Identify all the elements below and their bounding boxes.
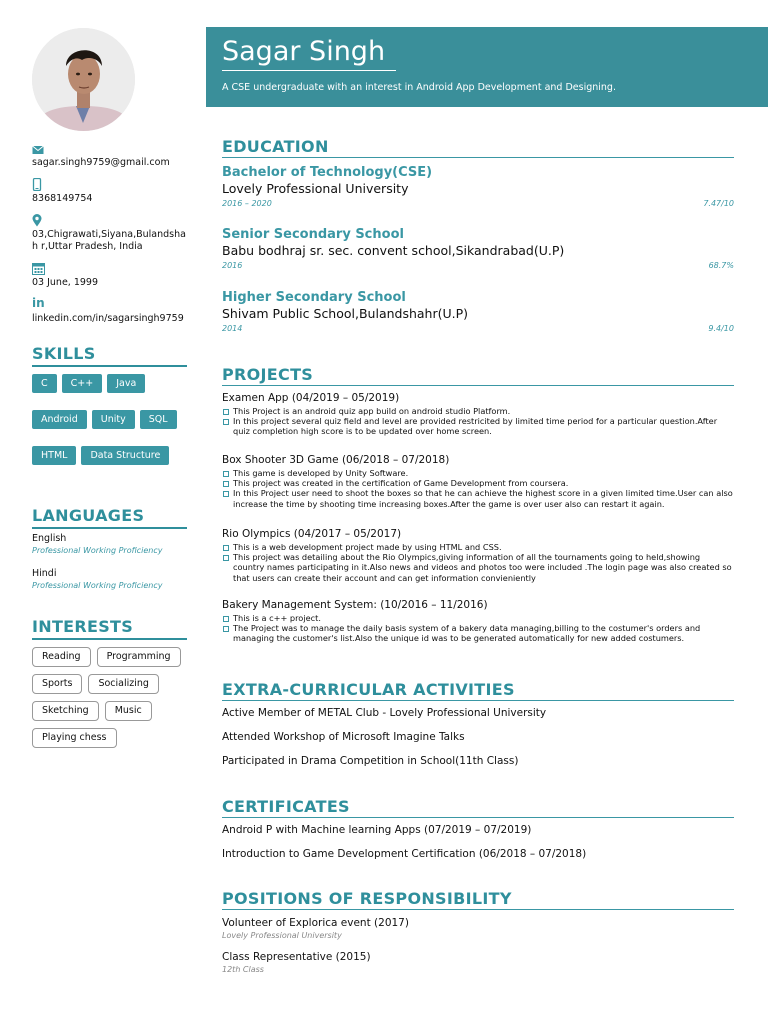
skill-tag: C — [32, 374, 57, 393]
project-item — [222, 454, 734, 509]
extracurricular-item: Attended Workshop of Microsoft Imagine Talks — [222, 731, 465, 743]
location-pin-icon — [32, 212, 188, 226]
name-underline — [222, 70, 396, 71]
interests-row — [32, 701, 197, 728]
skills-row — [32, 410, 192, 446]
projects-heading: PROJECTS — [222, 365, 734, 386]
candidate-name: Sagar Singh — [222, 36, 386, 67]
project-bullet: This is a web development project made by using HTML and CSS. — [222, 542, 734, 552]
phone-icon — [32, 176, 188, 190]
education-school: Shivam Public School,Bulandshahr(U.P) — [222, 306, 469, 321]
skill-tag: Data Structure — [81, 446, 169, 465]
skill-tag: Java — [107, 374, 145, 393]
linkedin-icon: in — [32, 296, 45, 310]
education-item — [222, 227, 734, 273]
education-years: 2014 — [222, 324, 243, 333]
certificate-item: Android P with Machine learning Apps (07/2019 – 07/2019) — [222, 824, 532, 836]
positions-heading: POSITIONS OF RESPONSIBILITY — [222, 889, 734, 910]
project-bullet: In this Project user need to shoot the boxes so that he can achieve the highest score in a given limited time.User can also increase the time by shooting time increasing boxes.After the game is over user also can restart it again. — [222, 488, 734, 508]
skills-list — [32, 374, 192, 482]
project-bullet: This project was created in the certification of Game Development from coursera. — [222, 478, 734, 488]
education-degree: Higher Secondary School — [222, 290, 406, 305]
interests-row — [32, 647, 197, 674]
language-item — [32, 533, 192, 556]
interest-tag: Sports — [32, 674, 82, 694]
interests-row — [32, 674, 197, 701]
certificate-item: Introduction to Game Development Certification (06/2018 – 07/2018) — [222, 848, 587, 860]
skill-tag: Android — [32, 410, 87, 429]
linkedin-text[interactable]: linkedin.com/in/sagarsingh9759 — [32, 313, 184, 324]
interest-tag: Reading — [32, 647, 91, 667]
interests-list — [32, 647, 197, 755]
position-title: Class Representative (2015) — [222, 951, 371, 963]
address-text: 03,Chigrawati,Siyana,Bulandshah r,Uttar Pradesh, India — [32, 229, 186, 252]
email-text[interactable]: sagar.singh9759@gmail.com — [32, 157, 170, 168]
project-bullet: This project was detailing about the Rio Olympics,giving information of all the tournaments going to held,showing country names participating in it.Also news and videos and photos too were included .The login page was also created so that users can create their account and can get information convieniently — [222, 552, 734, 583]
position-org: 12th Class — [222, 965, 264, 974]
extracurricular-item: Participated in Drama Competition in School(11th Class) — [222, 755, 519, 767]
position-org: Lovely Professional University — [222, 931, 342, 940]
interest-tag: Music — [105, 701, 152, 721]
skill-tag: SQL — [140, 410, 177, 429]
contact-info — [32, 140, 188, 332]
contact-linkedin — [32, 296, 188, 325]
extracurricular-item: Active Member of METAL Club - Lovely Professional University — [222, 707, 547, 719]
skill-tag: HTML — [32, 446, 76, 465]
position-item — [222, 917, 734, 941]
education-years: 2016 — [222, 261, 243, 270]
interest-tag: Programming — [97, 647, 181, 667]
language-level: Professional Working Proficiency — [32, 581, 163, 590]
contact-phone — [32, 176, 188, 205]
education-score: 9.4/10 — [708, 324, 734, 333]
education-degree: Senior Secondary School — [222, 227, 404, 242]
education-score: 68.7% — [708, 261, 734, 270]
contact-address — [32, 212, 188, 253]
project-bullet: This Project is an android quiz app build on android studio Platform. — [222, 406, 734, 416]
skills-row — [32, 446, 192, 482]
dob-text: 03 June, 1999 — [32, 277, 99, 288]
education-school: Lovely Professional University — [222, 181, 409, 196]
education-score: 7.47/10 — [703, 199, 734, 208]
language-name: Hindi — [32, 568, 57, 579]
language-level: Professional Working Proficiency — [32, 546, 163, 555]
skill-tag: Unity — [92, 410, 135, 429]
skills-row — [32, 374, 192, 410]
position-title: Volunteer of Explorica event (2017) — [222, 917, 409, 929]
skill-tag: C++ — [62, 374, 103, 393]
education-degree: Bachelor of Technology(CSE) — [222, 165, 433, 180]
position-item — [222, 951, 734, 975]
project-item — [222, 528, 734, 583]
project-bullet: In this project several quiz field and level are provided restricited by limited time period for a particular question.After quiz completion high score is to be updated over home screen. — [222, 416, 734, 436]
language-item — [32, 568, 192, 591]
interest-tag: Playing chess — [32, 728, 117, 748]
project-bullet: This is a c++ project. — [222, 613, 734, 623]
extracurricular-heading: EXTRA-CURRICULAR ACTIVITIES — [222, 680, 734, 701]
project-bullet: The Project was to manage the daily basis system of a bakery data managing,billing to the costumer's orders and managing the customer's list.Also the unique id was to be generated automatically for new added costumers. — [222, 623, 734, 643]
tagline: A CSE undergraduate with an interest in Android App Development and Designing. — [222, 82, 616, 93]
phone-text[interactable]: 8368149754 — [32, 193, 93, 204]
interests-heading: INTERESTS — [32, 617, 187, 640]
contact-dob — [32, 260, 188, 289]
project-title: Bakery Management System: (10/2016 – 11/2016) — [222, 599, 488, 611]
interest-tag: Socializing — [88, 674, 158, 694]
calendar-icon — [32, 260, 188, 274]
education-meta — [222, 261, 734, 273]
project-title: Box Shooter 3D Game (06/2018 – 07/2018) — [222, 454, 450, 466]
contact-email — [32, 140, 188, 169]
skills-heading: SKILLS — [32, 344, 187, 367]
project-title: Rio Olympics (04/2017 – 05/2017) — [222, 528, 402, 540]
project-item — [222, 392, 734, 437]
education-item — [222, 290, 734, 336]
header-banner — [206, 27, 768, 107]
languages-heading: LANGUAGES — [32, 506, 187, 529]
languages-list — [32, 533, 192, 603]
education-meta — [222, 324, 734, 336]
education-meta — [222, 199, 734, 211]
education-years: 2016 – 2020 — [222, 199, 272, 208]
education-school: Babu bodhraj sr. sec. convent school,Sikandrabad(U.P) — [222, 243, 565, 258]
project-bullet: This game is developed by Unity Software. — [222, 468, 734, 478]
language-name: English — [32, 533, 67, 544]
education-heading: EDUCATION — [222, 137, 734, 158]
email-icon — [32, 140, 188, 154]
education-item — [222, 165, 734, 211]
profile-photo — [32, 28, 135, 131]
project-title: Examen App (04/2019 – 05/2019) — [222, 392, 400, 404]
interest-tag: Sketching — [32, 701, 99, 721]
certificates-heading: CERTIFICATES — [222, 797, 734, 818]
interests-row — [32, 728, 197, 755]
project-item — [222, 599, 734, 644]
